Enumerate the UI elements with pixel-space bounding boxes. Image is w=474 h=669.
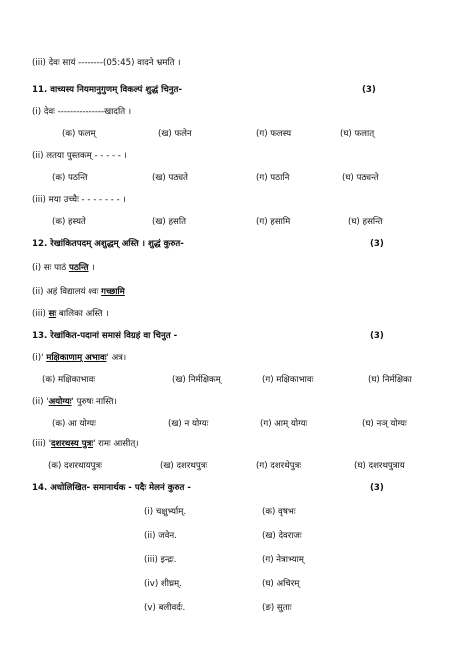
q12-ii-underlined: गच्छामि (101, 287, 125, 297)
q11-iii-option-ga: (ग) हसामि (256, 217, 291, 227)
q11-iii-option-kha: (ख) हसति (152, 217, 186, 227)
q13-ii-option-ka: (क) आ योग्यः (52, 419, 96, 429)
q12-i-line (32, 262, 95, 274)
q14-left-iii: (iii) इन्द्रः. (144, 555, 177, 565)
q13-iii-underlined: दशरथस्य पुत्रः (50, 439, 94, 449)
q11-i-option-kha: (ख) फलेन (158, 129, 192, 139)
q13-iii-option-ka: (क) दशरथायपुत्रः (48, 461, 103, 471)
q11-i-option-ga: (ग) फलस्य (256, 129, 292, 139)
q13-ii-option-ga: (ग) आम् योग्यः (260, 419, 308, 429)
q13-ii-post: ' पुरुषः नास्ति। (71, 397, 117, 407)
q13-i-underlined: मक्षिकाणाम् अभावः (46, 353, 107, 363)
q12-iii-underlined: सः (48, 309, 57, 319)
q13-ii-line (32, 396, 117, 408)
line-iii-deva: (iii) देवः सायं --------(05:45) वादने भ्रमति । (32, 58, 181, 68)
q11-ii-stem: (ii) लतया पुस्तकम् - - - - - । (32, 151, 127, 161)
q11-ii-option-ga: (ग) पठानि (256, 173, 290, 183)
q11-iii-stem: (iii) मया उच्चैः - - - - - - - । (32, 195, 126, 205)
q12-ii-line (32, 286, 125, 298)
q14-left-v: (v) बलीवर्दः. (144, 603, 186, 613)
q12-iii-line (32, 308, 109, 320)
q13-iii-option-gha: (घ) दशरथपुत्राय (354, 461, 405, 471)
q13-ii-pre: (ii) ' (32, 397, 49, 407)
q12-i-underlined: पठन्ति (68, 263, 89, 273)
q13-i-pre: (i)' (32, 353, 47, 363)
q13-iii-option-kha: (ख) दशरथपुत्रः (160, 461, 208, 471)
q13-i-option-gha: (घ) निर्मक्षिका (368, 375, 412, 385)
q11-iii-option-ka: (क) हस्यते (52, 217, 86, 227)
q11-ii-option-gha: (घ) पठ्यन्ते (342, 173, 379, 183)
q13-ii-option-kha: (ख) न योग्यः (168, 419, 209, 429)
q12-ii-pre: (ii) अहं विद्यालयं श्वः (32, 287, 102, 297)
q14-left-i: (i) चक्षुर्भ्याम्. (144, 507, 187, 517)
q14-right-ka: (क) वृषभः (262, 507, 296, 517)
q14-right-nga: (ङ) सुताः (262, 603, 292, 613)
q11-heading: 11. वाच्यस्य नियमानुगुणम् विकल्पं शुद्धं चिनुत- (32, 85, 183, 95)
q12-i-pre: (i) सः पाठं (32, 263, 69, 273)
q12-marks: (3) (370, 239, 384, 249)
q14-right-ga: (ग) नेत्राभ्याम् (262, 555, 304, 565)
q13-i-option-ga: (ग) मक्षिकाभावः (262, 375, 314, 385)
q13-heading: 13. रेखांकित-पदानां समासं विग्रहं वा चिनुत - (32, 331, 178, 341)
q14-right-gha: (घ) अचिरम् (262, 579, 300, 589)
q13-iii-pre: (iii) ' (32, 439, 51, 449)
q13-i-line (32, 352, 126, 364)
q12-heading: 12. रेखांकितपदम् अशुद्धम् अस्ति । शुद्धं कुरुत- (32, 239, 184, 249)
q13-i-option-kha: (ख) निर्मक्षिकम् (172, 375, 221, 385)
q11-i-option-ka: (क) फलम् (62, 129, 96, 139)
q11-ii-option-kha: (ख) पठ्यते (152, 173, 188, 183)
q11-iii-option-gha: (घ) हसन्ति (348, 217, 383, 227)
q13-iii-line (32, 438, 138, 450)
q12-iii-pre: (iii) (32, 309, 49, 319)
q14-left-iv: (iv) शीघ्रम्. (144, 579, 182, 589)
q12-iii-post: बालिका अस्ति । (56, 309, 109, 319)
q13-ii-option-gha: (घ) नञ् योग्यः (362, 419, 407, 429)
q13-i-option-ka: (क) मक्षिकाभावः (42, 375, 96, 385)
q13-iii-post: ' रामः आसीत्। (93, 439, 139, 449)
q11-i-option-gha: (घ) फलात् (340, 129, 375, 139)
q14-left-ii: (ii) जवेन. (144, 531, 177, 541)
q13-i-post: ' अत्र। (106, 353, 127, 363)
q14-right-kha: (ख) देवराजः (262, 531, 302, 541)
q11-marks: (3) (362, 85, 376, 95)
q13-ii-underlined: अयोग्यः (48, 397, 72, 407)
q12-i-post: । (88, 263, 95, 273)
q11-ii-option-ka: (क) पठन्ति (52, 173, 88, 183)
q13-iii-option-ga: (ग) दशरथेपुत्रः (256, 461, 302, 471)
q14-heading: 14. अधोलिखित- समानार्थक - पदैः मेलनं कुरुत - (32, 483, 191, 493)
q11-i-stem: (i) देवः ---------------खादति । (32, 107, 132, 117)
q13-marks: (3) (370, 331, 384, 341)
q14-marks: (3) (370, 483, 384, 493)
